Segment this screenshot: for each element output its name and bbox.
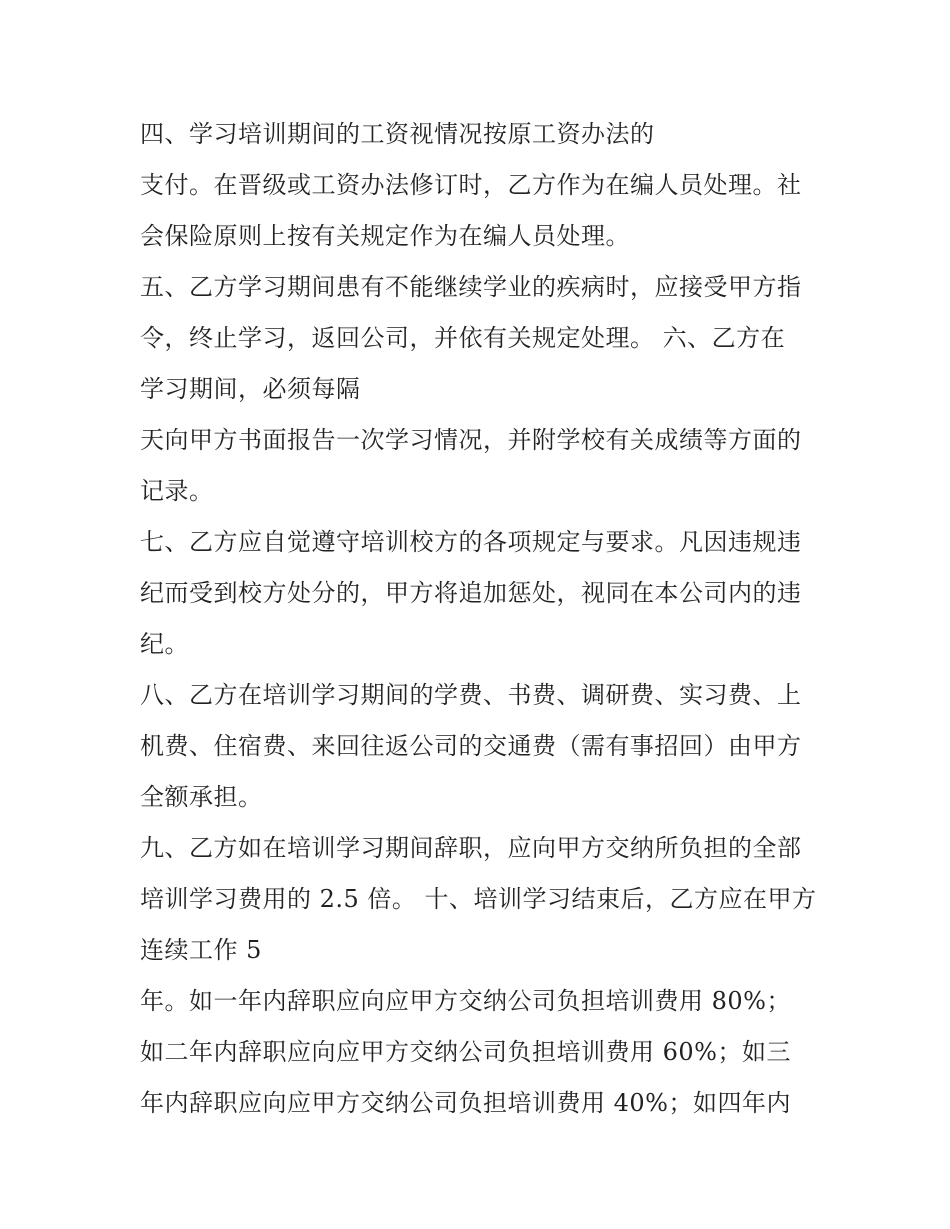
text-line: 天向甲方书面报告一次学习情况，并附学校有关成绩等方面的 <box>140 426 802 454</box>
text-line: 七、乙方应自觉遵守培训校方的各项规定与要求。凡因违规违 <box>140 528 802 556</box>
text-line: 四、学习培训期间的工资视情况按原工资办法的 <box>140 120 655 148</box>
document-body <box>140 109 820 1129</box>
text-line: 学习期间，必须每隔 <box>140 375 361 403</box>
text-line: 五、乙方学习期间患有不能继续学业的疾病时，应接受甲方指 <box>140 273 802 301</box>
text-line: 纪而受到校方处分的，甲方将追加惩处，视同在本公司内的违 <box>140 579 802 607</box>
text-line: 记录。 <box>140 477 214 505</box>
text-line: 年。如一年内辞职应向应甲方交纳公司负担培训费用 80%； <box>140 987 791 1015</box>
text-line: 九、乙方如在培训学习期间辞职，应向甲方交纳所负担的全部 <box>140 834 802 862</box>
text-line: 八、乙方在培训学习期间的学费、书费、调研费、实习费、上 <box>140 681 802 709</box>
text-line: 支付。在晋级或工资办法修订时，乙方作为在编人员处理。社 <box>140 171 802 199</box>
text-line: 会保险原则上按有关规定作为在编人员处理。 <box>140 222 630 250</box>
text-line: 连续工作 5 <box>140 936 262 964</box>
text-line: 机费、住宿费、来回往返公司的交通费（需有事招回）由甲方 <box>140 732 802 760</box>
text-line: 年内辞职应向应甲方交纳公司负担培训费用 40%；如四年内 <box>140 1089 791 1117</box>
text-line: 如二年内辞职应向应甲方交纳公司负担培训费用 60%；如三 <box>140 1038 791 1066</box>
text-line: 全额承担。 <box>140 783 263 811</box>
text-line: 培训学习费用的 2.5 倍。 十、培训学习结束后，乙方应在甲方 <box>140 885 817 913</box>
text-line: 令，终止学习，返回公司，并依有关规定处理。 六、乙方在 <box>140 324 786 352</box>
text-line: 纪。 <box>140 630 189 658</box>
